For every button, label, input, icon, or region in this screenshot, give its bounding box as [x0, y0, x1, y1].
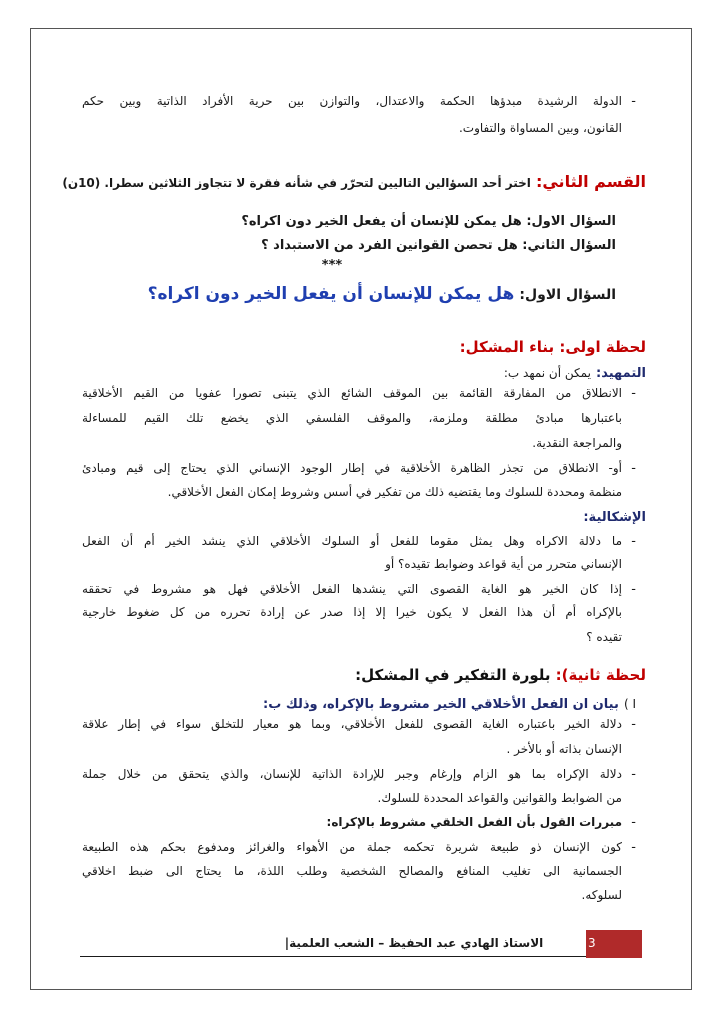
b1-line-2: باعتبارها مبادئ مطلقة وملزمة، والموقف الفلسفي الذي يخضع تلك القيم للمساءلة [82, 411, 622, 425]
intro-line-1: الدولة الرشيدة مبدؤها الحكمة والاعتدال، والتوازن بين حرية الأفراد الذاتية وبين حكم [82, 94, 622, 108]
b1-line-1: الانطلاق من المفارقة القائمة بين الموقف الشائع الذي يتبنى تصورا عفويا من القيم الأخلاقية [82, 386, 622, 400]
b1-line-3: والمراجعة النقدية. [532, 436, 622, 450]
b2-line-1: أو- الانطلاق من تجذر الظاهرة الأخلاقية في إطار الوجود الإنساني الذي يحتاج إلى قيم ومبادئ [82, 461, 622, 475]
b2-line-2: منظمة ومحددة للسلوك وما يقتضيه ذلك من تفكير في أسس وشروط إمكان الفعل الأخلاقي. [167, 485, 622, 499]
c1-line-2: الإنسان بذاته أو بالأخر . [506, 742, 622, 756]
bullet-mark: - [631, 815, 636, 830]
p1-line-1: ما دلالة الاكراه وهل يمثل مقوما للفعل أو السلوك الأخلاقي الذي ينشد الخير أم أن الفعل [82, 534, 622, 548]
bullet-mark: - [631, 840, 636, 855]
moment2-title-red: لحظة ثانية): [555, 666, 646, 684]
p2-line-1: إذا كان الخير هو الغاية القصوى التي ينشدها الفعل الأخلاقي فهل هو مشروط في تحققه [82, 582, 622, 596]
question-2: السؤال الثاني: هل تحصن القوانين الفرد من الاستبداد ؟ [261, 238, 616, 253]
chosen-question-label: السؤال الاول: [519, 287, 616, 303]
intro-text: يمكن أن نمهد ب: [503, 366, 591, 380]
p1-line-2: الإنساني متحرر من أية قواعد وضوابط تقيده؟ أو [385, 557, 622, 571]
section2-header [62, 172, 646, 191]
section2-instruction: اختر أحد السؤالين التاليين لتحرّر في شأنه فقرة لا تتجاوز الثلاثين سطرا. (10ن) [62, 176, 531, 190]
c4-line-3: لسلوكه. [581, 888, 622, 902]
footer-rule [80, 956, 588, 957]
moment2-sub [82, 693, 636, 712]
moment1-title: لحظة اولى: بناء المشكل: [459, 338, 646, 356]
section2-title: القسم الثاني: [535, 172, 646, 191]
chosen-question [82, 284, 616, 304]
bullet-mark: - [631, 717, 636, 732]
c4-line-2: الجسمانية الى تغليب المنافع والمصالح الشخصية وطلب اللذة، ما يحتاج الى ضبط اخلاقي [82, 864, 622, 878]
separator-stars: *** [321, 258, 343, 273]
p2-line-3: تقيده ؟ [586, 630, 622, 644]
moment2-num: I ) [623, 697, 636, 711]
moment2-title-black: بلورة التفكير في المشكل: [355, 666, 551, 684]
bullet-mark: - [631, 582, 636, 597]
document-body [62, 0, 646, 1018]
p2-line-2: بالإكراه أم أن هذا الفعل لا يكون خيرا إلا إذا صدر عن إرادة تحرره من كل ضغوط خارجية [82, 605, 622, 619]
chosen-question-text: هل يمكن للإنسان أن يفعل الخير دون اكراه؟ [147, 284, 515, 304]
question-1: السؤال الاول: هل يمكن للإنسان أن يفعل الخير دون اكراه؟ [241, 214, 616, 229]
page-number: 3 [588, 936, 596, 950]
c1-line-1: دلالة الخير باعتباره الغاية القصوى للفعل الأخلاقي، وبما هو معيار للتخلق سواء في إطار علاقة [82, 717, 622, 731]
moment2-title [82, 665, 646, 684]
c4-line-1: كون الإنسان ذو طبيعة شريرة تحكمه جملة من الأهواء والغرائز ومدفوع بحكم هذه الطبيعة [82, 840, 622, 854]
bullet-mark: - [631, 534, 636, 549]
footer-author: الاستاذ الهادي عبد الحفيظ – الشعب العلمية| [284, 936, 544, 950]
intro-bullet: - [631, 94, 636, 109]
problem-label: الإشكالية: [583, 510, 646, 525]
bullet-mark: - [631, 767, 636, 782]
bullet-mark: - [631, 461, 636, 476]
bullet-mark: - [631, 386, 636, 401]
c2-line-1: دلالة الإكراه بما هو الزام وإرغام وجبر للإرادة الذاتية للإنسان، والذي يتحقق من خلال جملة [82, 767, 622, 781]
moment2-sub-text: بيان ان الفعل الأخلاقي الخير مشروط بالإكراه، وذلك ب: [263, 697, 619, 712]
intro-heading [82, 362, 646, 381]
intro-line-2: القانون، وبين المساواة والتفاوت. [458, 121, 622, 135]
c2-line-2: من الضوابط والقوانين والقواعد المحددة للسلوك. [377, 791, 622, 805]
c3-line: مبررات القول بأن الفعل الخلقي مشروط بالإكراه: [326, 815, 622, 829]
intro-label: التمهيد: [596, 366, 646, 381]
